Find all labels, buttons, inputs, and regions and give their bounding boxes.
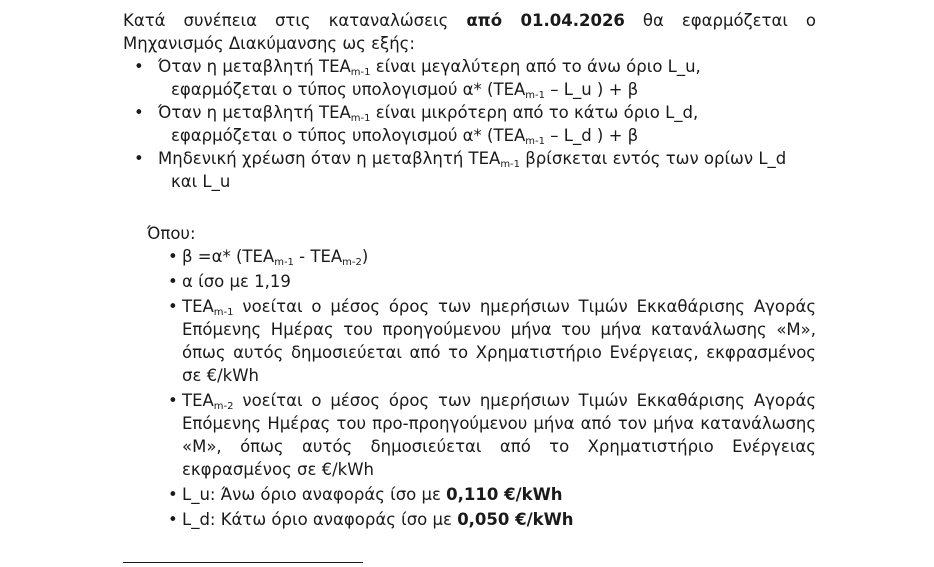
definition-text: L_u: Άνω όριο αναφοράς ίσο με [182, 485, 447, 504]
subscript: m-2 [213, 401, 234, 412]
definitions-list [166, 245, 816, 533]
subscript: m-1 [213, 307, 234, 318]
definition-text: ) [361, 247, 369, 266]
case-item-above-upper-limit [123, 55, 816, 101]
definition-beta [166, 245, 816, 268]
definition-text: β =α* (ΤΕΑ [182, 247, 275, 266]
definition-alpha: • α ίσο με 1,19 [166, 270, 816, 293]
intro-prefix: Κατά συνέπεια στις καταναλώσεις [123, 11, 467, 30]
intro-block [123, 9, 816, 193]
where-label: Όπου: [147, 224, 196, 243]
case-text: – L_u ) + β [545, 80, 639, 99]
case-text: εφαρμόζεται ο τύπος υπολογισμού α* (ΤΕΑ [171, 80, 526, 99]
definition-text: - ΤΕΑ [293, 247, 343, 266]
lower-limit-value: 0,050 €/kWh [457, 510, 574, 529]
case-text: είναι μεγαλύτερη από το άνω όριο L_u, [370, 57, 701, 76]
definition-upper-limit [166, 483, 816, 506]
definition-text: νοείται ο μέσος όρος των ημερήσιων Τιμών Εκκαθάρισης Αγοράς Επόμενης Ημέρας του προηγούμενου μήνα του μήνα κατανάλωσης «Μ», όπως αυτός δημοσιεύεται από το Χρηματιστήριο Ενέργειας, εκφρασμένος σε €/kWh [182, 297, 816, 385]
definition-text: ΤΕΑ [182, 391, 214, 410]
definition-lower-limit [166, 508, 816, 531]
footnote-divider [123, 562, 363, 563]
intro-paragraph [123, 9, 816, 55]
intro-bold-date: από 01.04.2026 [466, 11, 625, 30]
case-text: και L_u [171, 172, 231, 191]
definition-tea-m1 [166, 295, 816, 387]
definition-text: ΤΕΑ [182, 297, 214, 316]
case-formula-line [158, 78, 816, 101]
intro-suffix: θα εφαρμόζεται ο Μηχανισμός Διακύμανσης ως εξής: [123, 11, 816, 53]
case-text: Όταν η μεταβλητή ΤΕΑ [158, 103, 351, 122]
case-formula-line [158, 124, 816, 147]
case-text: Μηδενική χρέωση όταν η μεταβλητή ΤΕΑ [158, 149, 501, 168]
subscript: m-1 [274, 257, 294, 268]
case-item-below-lower-limit [123, 101, 816, 147]
definition-tea-m2 [166, 389, 816, 481]
case-text: είναι μικρότερη από το κάτω όριο L_d, [370, 103, 699, 122]
subscript: m-1 [500, 159, 521, 170]
upper-limit-value: 0,110 €/kWh [446, 485, 563, 504]
definition-text: νοείται ο μέσος όρος των ημερήσιων Τιμών Εκκαθάρισης Αγοράς Επόμενης Ημέρας του προ-προηγούμενου μήνα από τον μήνα κατανάλωσης «Μ», όπως αυτός δημοσιεύεται από το Χρηματιστήριο Ενέργειας εκφρασμένος σε €/kWh [182, 391, 816, 479]
subscript: m-1 [350, 67, 371, 78]
case-text: εφαρμόζεται ο τύπος υπολογισμού α* (ΤΕΑ [171, 126, 526, 145]
case-text: βρίσκεται εντός των ορίων L_d [520, 149, 787, 168]
case-item-zero-charge [123, 147, 816, 193]
cases-list [123, 55, 816, 193]
subscript: m-1 [525, 136, 546, 147]
subscript: m-2 [342, 257, 362, 268]
case-text: Όταν η μεταβλητή ΤΕΑ [158, 57, 351, 76]
case-text: – L_d ) + β [545, 126, 639, 145]
subscript: m-1 [350, 113, 371, 124]
definition-text: L_d: Κάτω όριο αναφοράς ίσο με [182, 510, 458, 529]
subscript: m-1 [525, 90, 546, 101]
